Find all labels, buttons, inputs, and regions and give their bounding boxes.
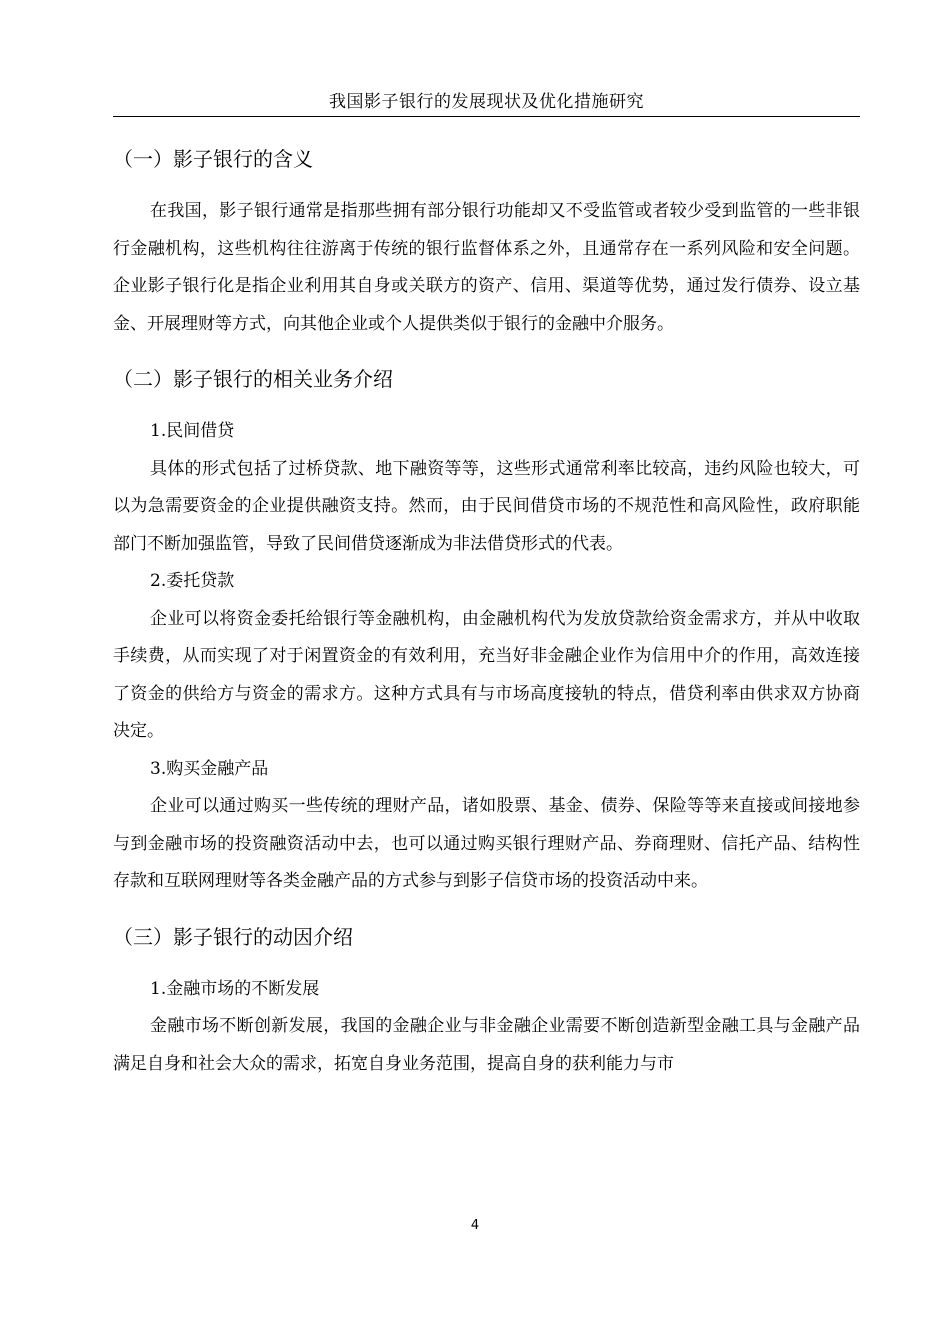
running-title: 我国影子银行的发展现状及优化措施研究 (329, 92, 644, 112)
subheading-market-development: 1.金融市场的不断发展 (150, 978, 320, 999)
page-header (113, 88, 860, 117)
page-number: 4 (470, 1218, 480, 1233)
subheading-financial-products: 3.购买金融产品 (150, 758, 269, 779)
paragraph-private-lending: 具体的形式包括了过桥贷款、地下融资等等，这些形式通常利率比较高，违约风险也较大，可以为急需要资金的企业提供融资支持。然而，由于民间借贷市场的不规范性和高风险性，政府职能部门不断加强监管，导致了民间借贷逐渐成为非法借贷形式的代表。 (113, 458, 860, 554)
document-body (113, 143, 860, 1083)
section-heading-meaning: （一）影子银行的含义 (113, 147, 313, 171)
subheading-private-lending: 1.民间借贷 (150, 421, 235, 441)
paragraph-market-development: 金融市场不断创新发展，我国的金融企业与非金融企业需要不断创造新型金融工具与金融产品满足自身和社会大众的需求，拓宽自身业务范围，提高自身的获利能力与市 (113, 1016, 860, 1074)
paragraph-meaning: 在我国，影子银行通常是指那些拥有部分银行功能却又不受监管或者较少受到监管的一些非银行金融机构，这些机构往往游离于传统的银行监督体系之外，且通常存在一系列风险和安全问题。企业影子银行化是指企业利用其自身或关联方的资产、信用、渠道等优势，通过发行债券、设立基金、开展理财等方式，向其他企业或个人提供类似于银行的金融中介服务。 (113, 201, 860, 334)
paragraph-financial-products: 企业可以通过购买一些传统的理财产品，诸如股票、基金、债券、保险等等来直接或间接地参与到金融市场的投资融资活动中去，也可以通过购买银行理财产品、券商理财、信托产品、结构性存款和互联网理财等各类金融产品的方式参与到影子信贷市场的投资活动中来。 (113, 796, 860, 891)
paragraph-entrusted-loans: 企业可以将资金委托给银行等金融机构，由金融机构代为发放贷款给资金需求方，并从中收取手续费，从而实现了对于闲置资金的有效利用，充当好非金融企业作为信用中介的作用，高效连接了资金的供给方与资金的需求方。这种方式具有与市场高度接轨的特点，借贷利率由供求双方协商决定。 (113, 608, 860, 741)
section-heading-motivation: （三）影子银行的动因介绍 (113, 924, 353, 949)
section-heading-business: （二）影子银行的相关业务介绍 (113, 367, 393, 391)
subheading-entrusted-loans: 2.委托贷款 (150, 571, 235, 591)
